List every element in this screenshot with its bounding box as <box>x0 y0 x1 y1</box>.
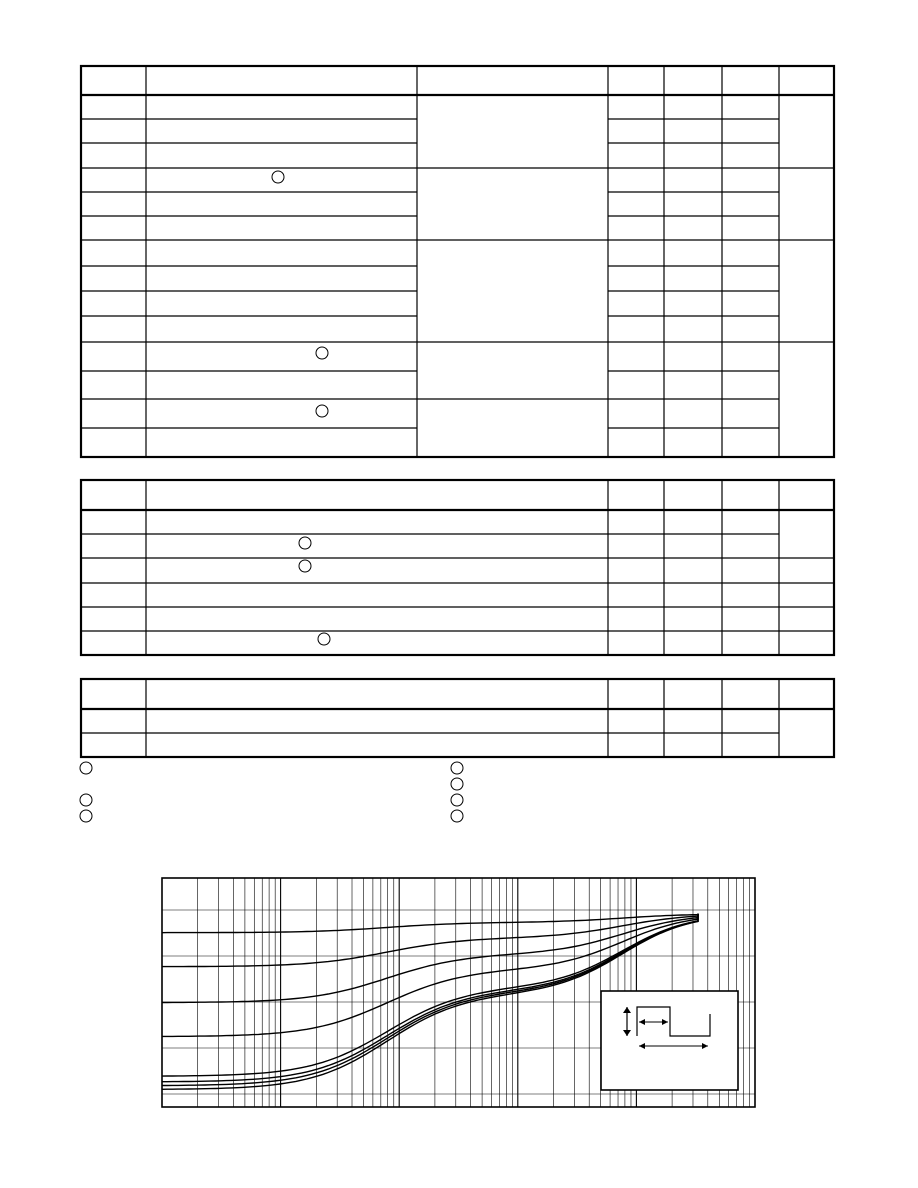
footnote-circle <box>299 537 311 549</box>
footnote-circle <box>316 347 328 359</box>
note-marker <box>451 762 463 774</box>
table-3 <box>81 679 834 757</box>
inset-frame <box>601 991 738 1090</box>
table-border <box>81 480 834 655</box>
note-marker <box>80 762 92 774</box>
footnote-markers <box>80 762 463 822</box>
footnote-circle <box>272 171 284 183</box>
table-1 <box>81 66 834 457</box>
note-marker <box>80 794 92 806</box>
table-2 <box>81 480 834 655</box>
footnote-circle <box>316 405 328 417</box>
transient-response-chart <box>162 878 755 1107</box>
note-marker <box>451 810 463 822</box>
note-marker <box>451 794 463 806</box>
note-marker <box>451 778 463 790</box>
footnote-circle <box>318 633 330 645</box>
note-marker <box>80 810 92 822</box>
table-border <box>81 66 834 457</box>
pulse-inset <box>601 991 738 1090</box>
footnote-circle <box>299 560 311 572</box>
table-border <box>81 679 834 757</box>
